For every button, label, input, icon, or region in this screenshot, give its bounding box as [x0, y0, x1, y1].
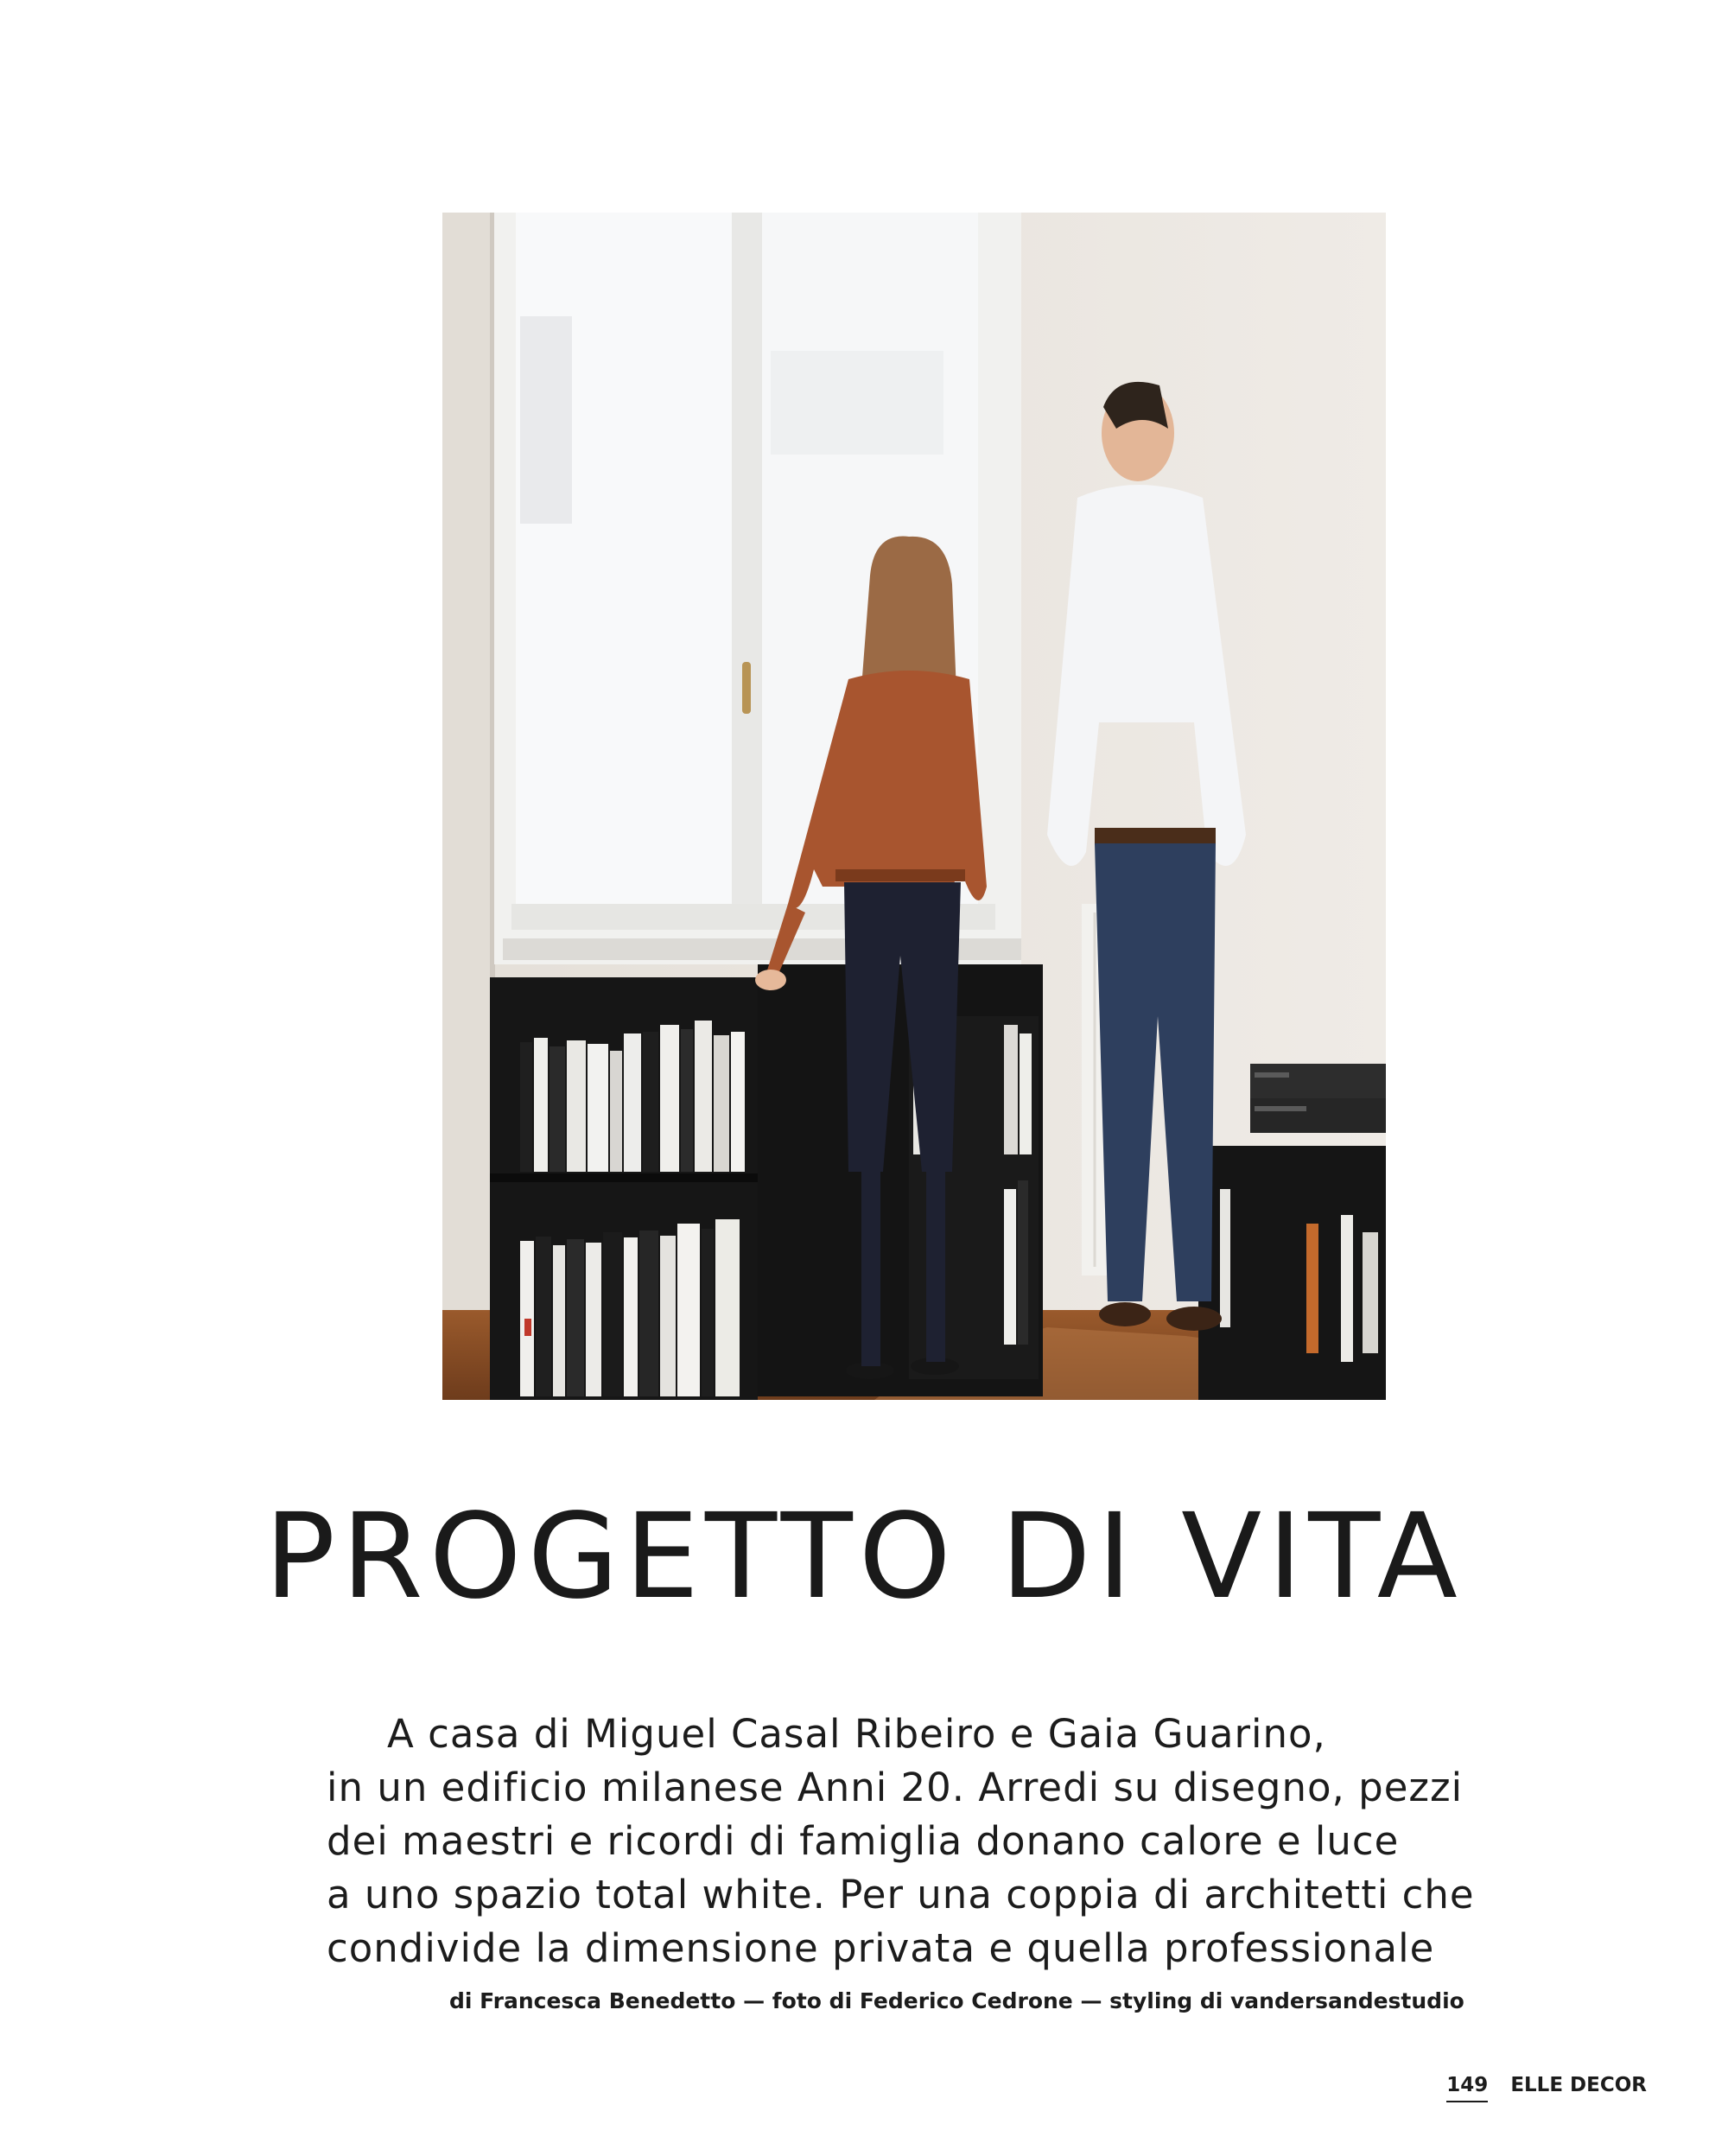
- standfirst-line: a uno spazio total white. Per una coppia di architetti che: [327, 1872, 1475, 1918]
- article-standfirst: [327, 1708, 1502, 1975]
- magazine-name: ELLE DECOR: [1510, 2074, 1647, 2096]
- page-footer: [1446, 2072, 1647, 2102]
- standfirst-line: dei maestri e ricordi di famiglia donano calore e luce: [327, 1818, 1400, 1864]
- left-wall-molding: [442, 213, 494, 1400]
- standfirst-line: in un edificio milanese Anni 20. Arredi su disegno, pezzi: [327, 1765, 1464, 1810]
- standfirst-line: condivide la dimensione privata e quella professionale: [327, 1925, 1435, 1971]
- article-credits: di Francesca Benedetto — foto di Federico Cedrone — styling di vandersandestudio: [449, 1988, 1464, 2013]
- standfirst-line: A casa di Miguel Casal Ribeiro e Gaia Guarino,: [387, 1711, 1326, 1757]
- page-number: 149: [1446, 2072, 1488, 2102]
- article-title: PROGETTO DI VITA: [264, 1489, 1464, 1625]
- books-bottom-shelf: [520, 1219, 740, 1396]
- hero-photo: [442, 213, 1386, 1400]
- stereo-system: [1250, 1064, 1386, 1098]
- photo-illustration: [442, 213, 1386, 1400]
